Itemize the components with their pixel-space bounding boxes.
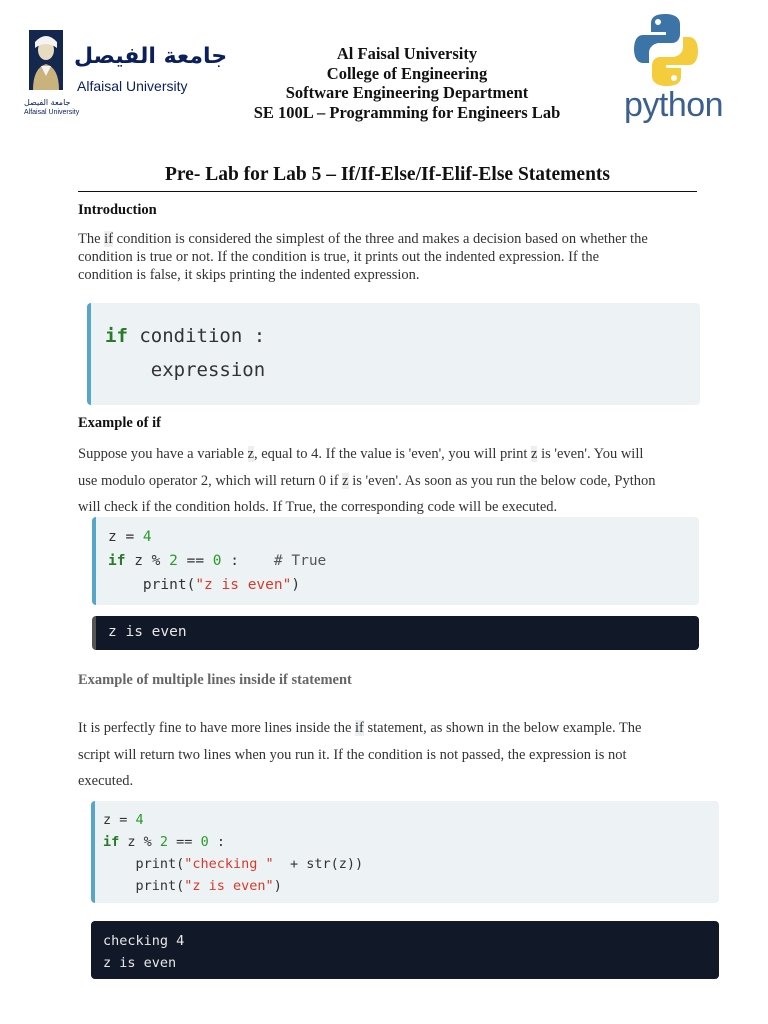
code-text: ) xyxy=(291,577,301,593)
code-number: 0 xyxy=(212,553,222,569)
code-text: ) xyxy=(273,878,282,894)
code-text: z = xyxy=(103,812,136,828)
header-course: SE 100L – Programming for Engineers Lab xyxy=(253,102,561,122)
code-number: 2 xyxy=(169,553,178,569)
code-text: z = xyxy=(108,529,143,545)
example-if-paragraph xyxy=(78,441,655,521)
intro-text: condition is considered the simplest of the three and makes a decision based on whether the xyxy=(113,231,648,247)
para-text: executed. xyxy=(78,773,134,789)
para-text: , equal to 4. If the value is 'even', you will print xyxy=(253,446,532,462)
para-text: will check if the condition holds. If True, the corresponding code will be executed. xyxy=(78,499,558,515)
code-number: 2 xyxy=(159,834,169,850)
intro-text: The xyxy=(78,231,105,247)
university-name-english-small: Alfaisal University xyxy=(24,109,80,116)
code-text: expression xyxy=(105,359,266,381)
para-text: use modulo operator 2, which will return 0 if xyxy=(78,472,343,489)
code-string: "z is even" xyxy=(195,577,292,593)
example-if-code xyxy=(108,525,326,597)
header-college: College of Engineering xyxy=(326,63,488,83)
output-line: z is even xyxy=(108,624,187,640)
alfaisal-logo xyxy=(22,28,228,118)
para-text: is 'even'. As soon as you run the below code, Python xyxy=(348,472,656,489)
code-number: 0 xyxy=(200,834,209,850)
title-divider xyxy=(78,191,697,192)
alfaisal-emblem-icon xyxy=(25,28,67,94)
code-string: "checking " xyxy=(184,856,274,872)
code-text: z % xyxy=(125,553,170,569)
code-text: == xyxy=(177,553,213,569)
code-number: 4 xyxy=(135,812,144,828)
code-text: print( xyxy=(103,856,185,872)
example-if-code-block xyxy=(92,517,699,605)
inline-code-z: z xyxy=(247,446,254,462)
syntax-code-block xyxy=(87,303,700,405)
code-text: print( xyxy=(103,878,185,894)
header-department: Software Engineering Department xyxy=(285,83,529,102)
syntax-code xyxy=(105,319,265,387)
example-if-output-block xyxy=(92,616,699,650)
university-name-arabic: جامعة الفيصل xyxy=(74,44,228,69)
python-logo xyxy=(620,10,724,128)
code-text: condition : xyxy=(127,325,266,347)
code-string: "z is even" xyxy=(184,878,274,894)
output-lines xyxy=(103,930,184,974)
para-text: Suppose you have a variable xyxy=(78,446,248,462)
code-text: + str(z)) xyxy=(273,856,364,872)
output-line: checking 4 xyxy=(103,933,185,949)
python-snake-icon xyxy=(634,12,698,88)
code-comment: # True xyxy=(273,553,327,569)
inline-code-if: if xyxy=(355,720,364,736)
inline-code-z: z xyxy=(342,472,349,489)
example-multi-code xyxy=(103,809,363,897)
code-keyword: if xyxy=(105,325,128,347)
university-name-english: Alfaisal University xyxy=(77,78,188,94)
inline-code-if: if xyxy=(104,231,114,247)
inline-code-z: z xyxy=(531,446,538,462)
header-university: Al Faisal University xyxy=(336,44,478,63)
para-text: It is perfectly fine to have more lines inside the xyxy=(78,720,356,736)
example-multi-paragraph xyxy=(78,715,641,795)
para-text: statement, as shown in the below example. The xyxy=(363,720,642,736)
intro-heading: Introduction xyxy=(78,202,157,218)
code-text: == xyxy=(168,834,201,850)
para-text: is 'even'. You will xyxy=(537,446,644,462)
example-if-heading: Example of if xyxy=(78,415,161,431)
university-name-arabic-small: جامعة الفيصل xyxy=(24,98,71,107)
code-number: 4 xyxy=(142,529,152,545)
page-title: Pre- Lab for Lab 5 – If/If-Else/If-Elif-Else Statements xyxy=(164,164,611,185)
code-keyword: if xyxy=(108,553,126,569)
intro-paragraph xyxy=(78,230,648,284)
python-wordmark: python xyxy=(624,86,724,124)
example-multi-heading: Example of multiple lines inside if statement xyxy=(78,672,352,688)
intro-text: condition is true or not. If the condition is true, it prints out the indented expression. If the xyxy=(78,249,600,265)
code-text: z % xyxy=(119,834,160,850)
example-multi-output-block xyxy=(91,921,719,979)
para-text: script will return two lines when you run it. If the condition is not passed, the expression is not xyxy=(78,746,627,763)
code-text: : xyxy=(208,834,225,850)
output-line: z is even xyxy=(103,955,177,971)
code-text: : xyxy=(221,553,274,569)
example-multi-code-block xyxy=(91,801,719,903)
code-text: print( xyxy=(108,577,196,593)
code-keyword: if xyxy=(103,834,120,850)
intro-text: condition is false, it skips printing the indented expression. xyxy=(78,267,420,283)
header-text xyxy=(200,44,614,122)
